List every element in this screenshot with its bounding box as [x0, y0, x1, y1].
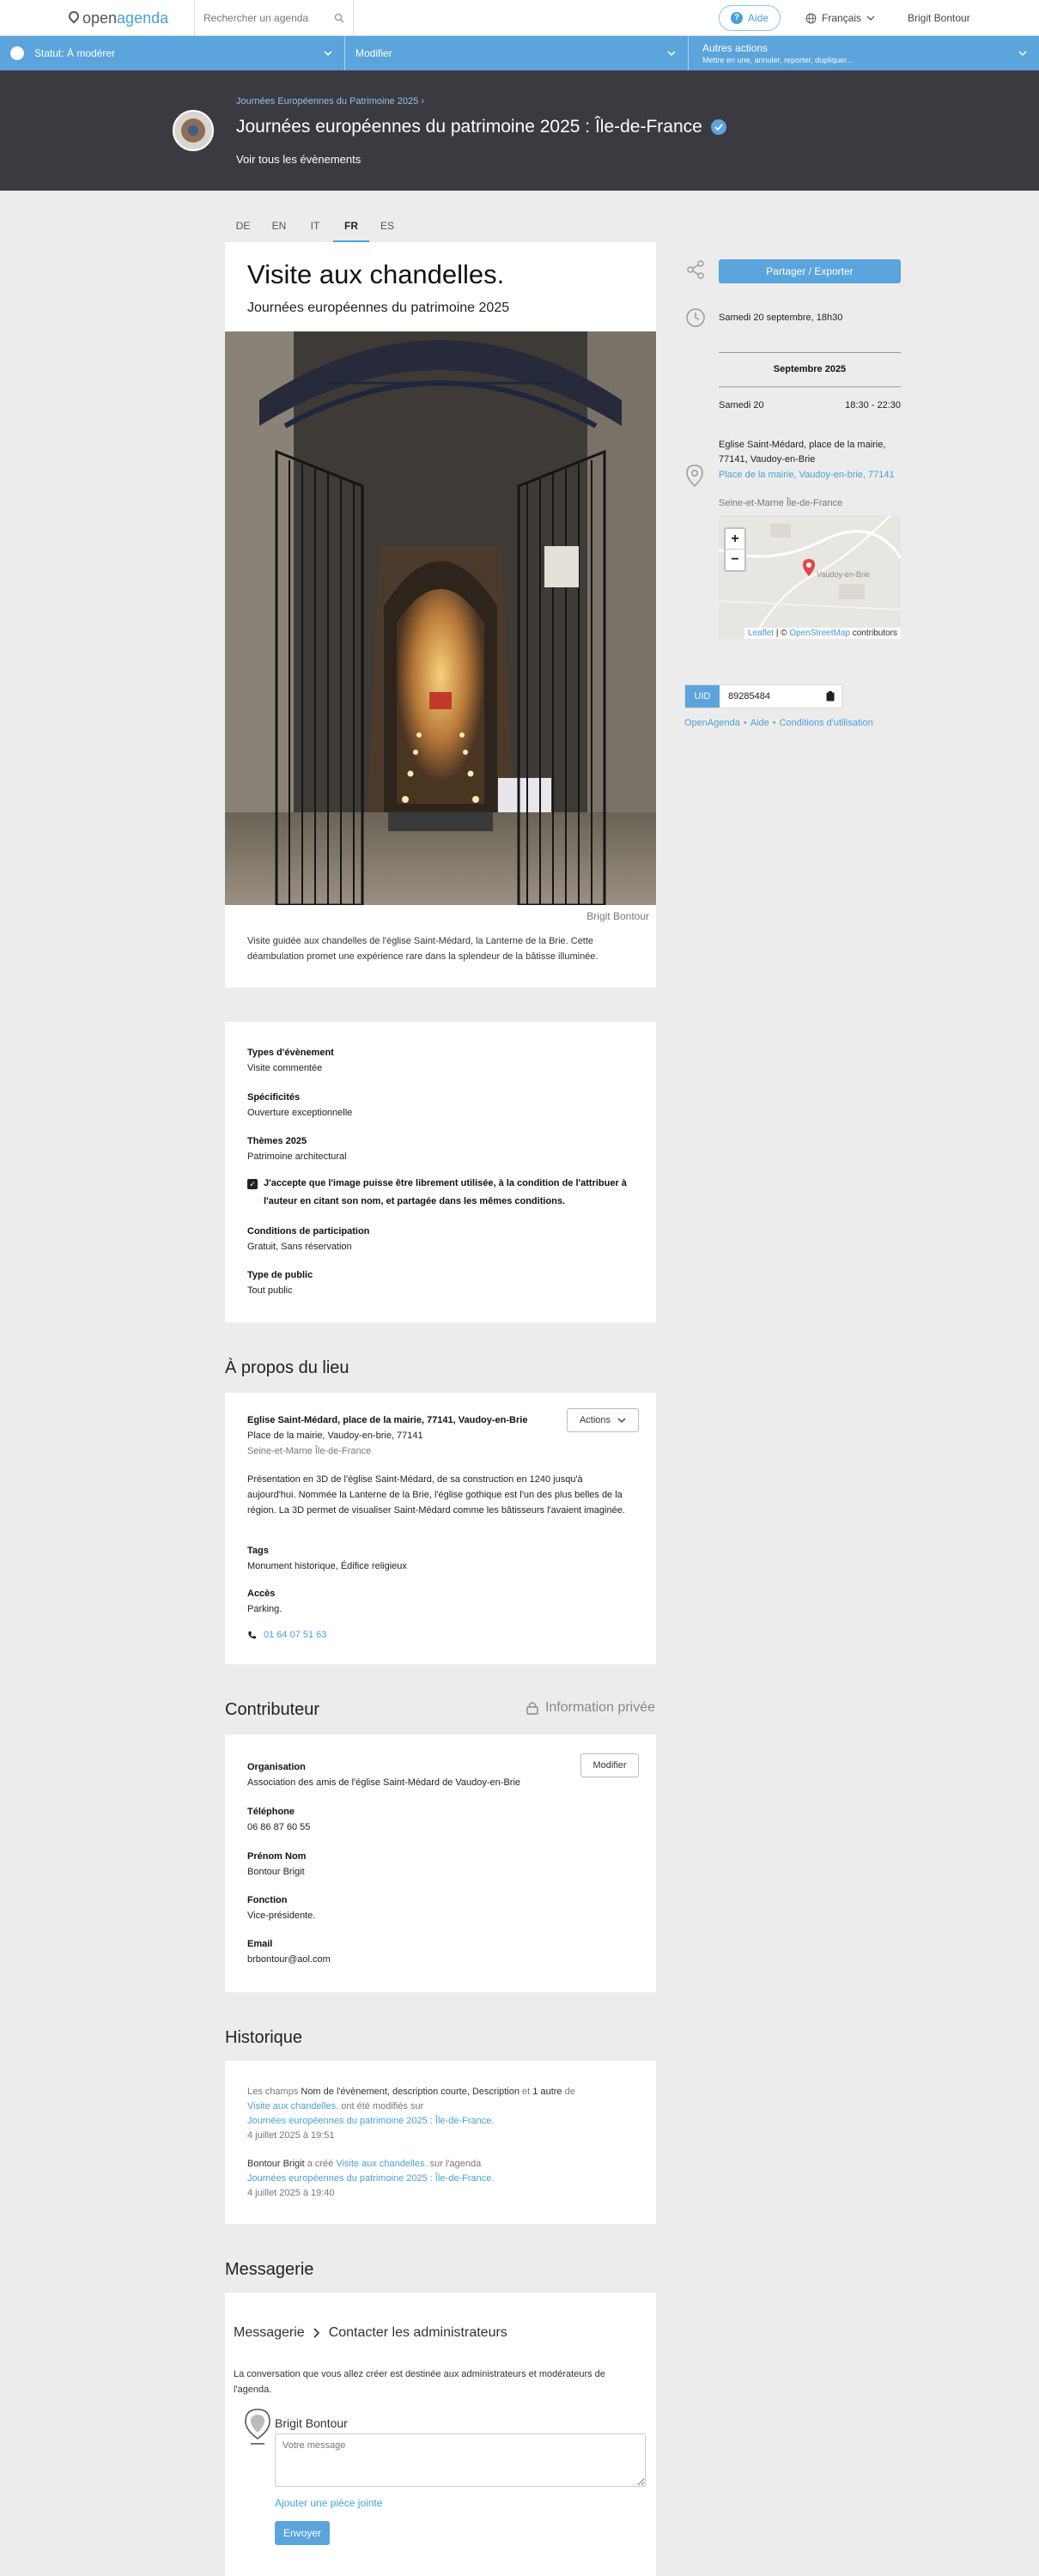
venue-phone-number[interactable]: 01 64 07 51 63	[264, 1630, 327, 1640]
messaging-section-title: Messagerie	[225, 2260, 314, 2279]
messaging-card	[225, 2293, 656, 2576]
history-date: 4 juillet 2025 à 19:51	[247, 2130, 335, 2141]
map-zoom-control	[724, 527, 746, 572]
top-navigation	[0, 0, 1039, 36]
share-icon[interactable]	[685, 259, 706, 280]
verified-badge-icon	[711, 119, 726, 135]
contributor-card	[225, 1735, 656, 1992]
location-map[interactable]	[719, 515, 901, 639]
history-text: et	[520, 2087, 533, 2097]
uid-label: UID	[685, 685, 720, 708]
bullet-separator: •	[772, 718, 776, 728]
history-entry	[247, 2085, 634, 2143]
contributor-name-value: Bontour Brigit	[247, 1867, 305, 1877]
contributor-name-label: Prénom Nom	[247, 1851, 307, 1862]
modify-contributor-button[interactable]: Modifier	[580, 1753, 639, 1777]
tab-lang-es[interactable]: ES	[380, 220, 394, 232]
more-actions-dropdown[interactable]	[694, 36, 1039, 70]
history-text: Les champs	[247, 2087, 301, 2097]
history-other-count: 1 autre	[532, 2087, 562, 2097]
tags-value: Monument historique, Édifice religieux	[247, 1561, 407, 1571]
modify-dropdown[interactable]	[345, 36, 689, 70]
breadcrumb[interactable]: Journées Européennes du Patrimoine 2025 ›	[236, 96, 424, 106]
participation-conditions-label: Conditions de participation	[247, 1226, 370, 1236]
audience-type-label: Type de public	[247, 1270, 313, 1280]
venue-name: Eglise Saint-Médard, place de la mairie, 77141, Vaudoy-en-Brie	[247, 1415, 528, 1425]
user-menu[interactable]: Brigit Bontour	[908, 12, 970, 24]
messaging-crumb-root[interactable]: Messagerie	[234, 2325, 305, 2340]
phone-icon	[247, 1631, 257, 1640]
message-input[interactable]	[275, 2433, 646, 2487]
zoom-in-button[interactable]: +	[726, 529, 744, 550]
globe-icon	[805, 13, 817, 24]
themes-label: Thèmes 2025	[247, 1136, 307, 1146]
history-text: sur l'agenda	[427, 2159, 482, 2169]
contributor-email-value[interactable]: brbontour@aol.com	[247, 1954, 331, 1965]
history-event-link[interactable]: Visite aux chandelles.	[247, 2101, 339, 2111]
logo-text-prefix: open	[82, 9, 118, 27]
event-types-value: Visite commentée	[247, 1063, 323, 1073]
actions-label: Actions	[579, 1415, 611, 1425]
footer-link-help[interactable]: Aide	[750, 718, 769, 728]
contributor-section-title: Contributeur	[225, 1700, 320, 1719]
bullet-separator: •	[743, 718, 747, 728]
attribution-sep: | ©	[774, 629, 790, 638]
image-credit: Brigit Bontour	[586, 910, 649, 922]
contributor-email-label: Email	[247, 1939, 273, 1949]
venue-phone[interactable]	[247, 1630, 326, 1640]
themes-value: Patrimoine architectural	[247, 1151, 347, 1162]
participation-conditions-value: Gratuit, Sans réservation	[247, 1242, 352, 1252]
history-text: de	[562, 2087, 575, 2097]
chevron-down-icon	[324, 51, 332, 56]
contributor-role-value: Vice-présidente.	[247, 1911, 316, 1921]
history-date: 4 juillet 2025 à 19:40	[247, 2188, 335, 2198]
more-actions-title: Autres actions	[702, 42, 769, 54]
tab-lang-fr[interactable]: FR	[333, 216, 369, 242]
history-event-link[interactable]: Visite aux chandelles.	[336, 2159, 428, 2169]
chevron-down-icon	[667, 51, 676, 56]
venue-card	[225, 1393, 656, 1664]
attribution-tail: contributors	[849, 629, 897, 638]
audience-type-value: Tout public	[247, 1285, 293, 1296]
clipboard-icon[interactable]	[826, 691, 835, 702]
messaging-breadcrumb	[234, 2325, 507, 2341]
tags-label: Tags	[247, 1546, 269, 1556]
language-tabs	[225, 216, 405, 242]
specificities-label: Spécificités	[247, 1092, 301, 1103]
tab-lang-it[interactable]: IT	[310, 220, 320, 232]
send-message-button[interactable]: Envoyer	[275, 2521, 330, 2545]
map-marker-icon[interactable]	[802, 558, 816, 577]
chevron-right-icon	[313, 2328, 320, 2338]
status-label: Statut: À modérer	[34, 47, 116, 59]
chevron-down-icon	[866, 15, 875, 21]
image-consent-checkbox[interactable]: ✓	[247, 1179, 258, 1189]
history-agenda-link[interactable]: Journées européennes du patrimoine 2025 : Île-de-France.	[247, 2173, 495, 2184]
help-button[interactable]	[719, 5, 781, 31]
history-card	[225, 2061, 656, 2224]
footer-links	[684, 718, 873, 728]
agenda-avatar[interactable]	[173, 110, 214, 151]
openagenda-logo[interactable]	[69, 7, 168, 29]
image-consent-text: J'accepte que l'image puisse être librement utilisée, à la condition de l'attribuer à l'auteur en citant son nom, et partagée dans les mêmes conditions.	[264, 1178, 627, 1206]
history-user: Bontour Brigit	[247, 2159, 305, 2169]
access-label: Accès	[247, 1589, 276, 1599]
venue-actions-button[interactable]	[567, 1408, 639, 1432]
moderation-toolbar	[0, 36, 1039, 70]
status-dropdown[interactable]	[0, 36, 345, 70]
map-place-label: Vaudoy-en-Brie	[817, 570, 870, 579]
messaging-crumb-current: Contacter les administrateurs	[328, 2325, 507, 2340]
history-fields: Nom de l'évènement, description courte, Description	[301, 2087, 520, 2097]
footer-link-openagenda[interactable]: OpenAgenda	[684, 718, 740, 728]
history-text: ont été modifiés sur	[338, 2101, 424, 2111]
language-selector[interactable]	[805, 0, 875, 36]
location-address-link[interactable]: Place de la mairie, Vaudoy-en-brie, 77141	[719, 470, 895, 480]
language-label: Français	[822, 12, 862, 24]
share-export-button[interactable]: Partager / Exporter	[719, 259, 901, 283]
organisation-value: Association des amis de l'église Saint-Médard de Vaudoy-en-Brie	[247, 1777, 521, 1788]
venue-section-title: À propos du lieu	[225, 1358, 349, 1377]
event-date-summary: Samedi 20 septembre, 18h30	[719, 313, 843, 323]
event-subtitle: Journées européennes du patrimoine 2025	[247, 301, 510, 315]
event-title: Visite aux chandelles.	[247, 259, 505, 289]
event-types-label: Types d'évènement	[247, 1048, 334, 1058]
see-all-events-link[interactable]: Voir tous les évènements	[236, 153, 362, 166]
history-section-title: Historique	[225, 2028, 303, 2047]
help-icon: ?	[731, 12, 743, 24]
event-image[interactable]	[225, 331, 656, 905]
private-info-label: Information privée	[544, 1700, 655, 1715]
history-entry	[247, 2157, 634, 2201]
venue-description: Présentation en 3D de l'église Saint-Médard, de sa construction en 1240 jusqu'à aujourd'hui. Nommée la Lanterne de la Brie, l'église gothique est l'un des plus belles de la région. La 3D permet de visualiser Saint-Médard comme les bâtisseurs l'avaient imaginée.	[247, 1474, 625, 1516]
more-actions-subtitle: Mettre en une, annuler, reporter, dupliquer...	[702, 56, 854, 64]
lock-icon	[526, 1701, 538, 1715]
private-info-indicator	[526, 1700, 655, 1716]
calendar-month: Septembre 2025	[773, 364, 847, 374]
organisation-label: Organisation	[247, 1762, 306, 1772]
uid-value: 89285484	[728, 691, 770, 702]
modify-label: Modifier	[355, 47, 392, 59]
uid-value-box	[720, 685, 842, 708]
agenda-search-input[interactable]	[194, 0, 354, 36]
pin-icon	[69, 11, 79, 25]
messaging-info: La conversation que vous allez créer est destinée aux administrateurs et modérateurs de l'agenda.	[234, 2369, 605, 2395]
logo-text-suffix: agenda	[117, 9, 169, 27]
search-icon	[334, 13, 344, 23]
help-label: Aide	[747, 12, 769, 24]
calendar-day: Samedi 20	[719, 400, 764, 410]
chevron-down-icon	[1018, 51, 1027, 56]
event-card	[225, 242, 656, 987]
agenda-title-text: Journées européennes du patrimoine 2025 : Île-de-France	[236, 117, 702, 137]
tab-lang-de[interactable]: DE	[235, 220, 251, 232]
map-attribution	[744, 628, 901, 639]
contributor-phone-value[interactable]: 06 86 87 60 55	[247, 1822, 311, 1832]
venue-region: Seine-et-Marne Île-de-France	[247, 1446, 372, 1456]
search-placeholder: Rechercher un agenda	[204, 12, 309, 24]
event-description: Visite guidée aux chandelles de l'église Saint-Médard, la Lanterne de la Brie. Cette déambulation promet une expérience rare dans la splendeur de la bâtisse illuminée.	[247, 936, 598, 962]
uid-field	[684, 684, 842, 708]
location-pin-icon	[685, 464, 704, 488]
history-text: a créé	[304, 2159, 337, 2169]
contributor-phone-label: Téléphone	[247, 1807, 295, 1817]
clock-icon	[685, 307, 706, 328]
calendar-time: 18:30 - 22:30	[845, 400, 901, 410]
osm-link[interactable]: OpenStreetMap	[789, 629, 850, 638]
zoom-out-button[interactable]: −	[731, 552, 739, 567]
history-agenda-link[interactable]: Journées européennes du patrimoine 2025 : Île-de-France.	[247, 2116, 495, 2126]
contributor-role-label: Fonction	[247, 1895, 288, 1905]
agenda-title	[236, 117, 726, 137]
attach-file-link[interactable]: Ajouter une pièce jointe	[275, 2497, 383, 2509]
user-avatar-pin-icon	[242, 2408, 273, 2445]
chevron-down-icon	[617, 1418, 626, 1423]
divider	[719, 386, 901, 387]
location-region: Seine-et-Marne Île-de-France	[719, 498, 843, 508]
footer-link-terms[interactable]: Conditions d'utilisation	[779, 718, 873, 728]
divider	[719, 352, 901, 353]
location-name: Eglise Saint-Médard, place de la mairie, 77141, Vaudoy-en-Brie	[719, 440, 886, 465]
agenda-header	[0, 70, 1039, 191]
status-dot-icon	[10, 46, 24, 60]
leaflet-link[interactable]: Leaflet	[748, 629, 775, 638]
message-author: Brigit Bontour	[275, 2416, 348, 2430]
access-value: Parking.	[247, 1604, 283, 1614]
specificities-value: Ouverture exceptionnelle	[247, 1108, 353, 1118]
venue-address: Place de la mairie, Vaudoy-en-brie, 77141	[247, 1431, 423, 1441]
event-details-card	[225, 1022, 656, 1322]
tab-lang-en[interactable]: EN	[271, 220, 287, 232]
